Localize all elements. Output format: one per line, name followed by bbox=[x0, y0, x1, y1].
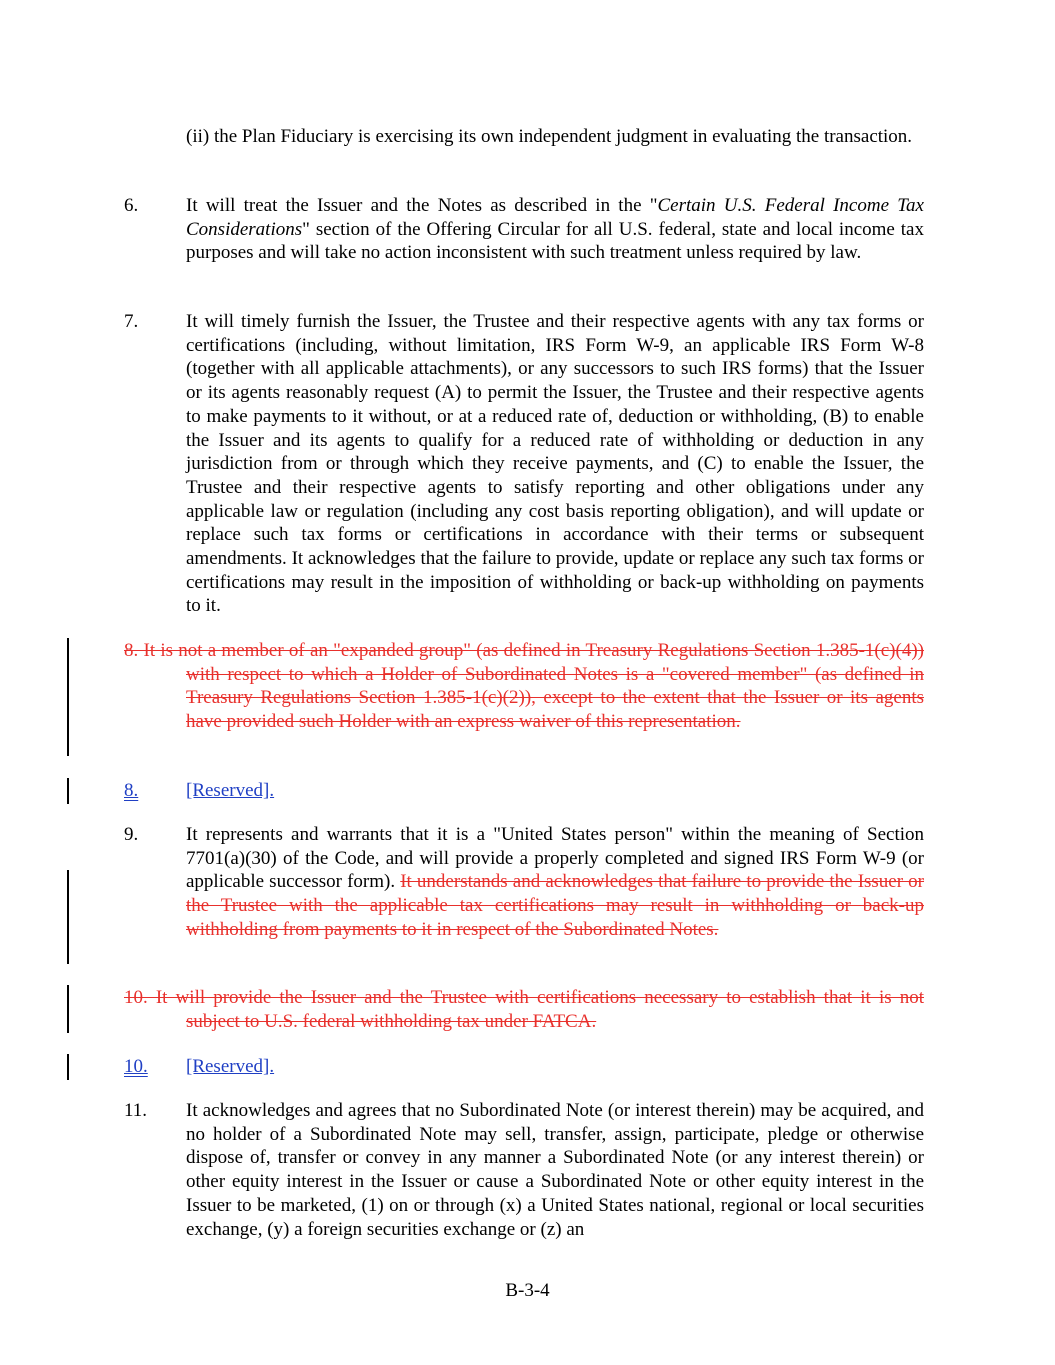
item-number: 7. bbox=[124, 311, 139, 332]
item-number: 8. bbox=[124, 780, 139, 801]
change-bar bbox=[67, 778, 69, 804]
paragraph-5-continuation: (ii) the Plan Fiduciary is exercising its own independent judgment in evaluating the transaction. bbox=[186, 126, 913, 147]
change-bar bbox=[67, 870, 69, 964]
paragraph-11: 11. It acknowledges and agrees that no Subordinated Note (or interest therein) may be acquired, and no holder of a Subordinated Note may sell, transfer, assign, participate, pledge or otherwise dispose of, transfer or convey in any manner a Subordinated Note (or any interest therein) or other equity interest in the Issuer or cause a Subordinated Note or other equity interest in the Issuer to be marketed, (1) on or through (x) a United States national, regional or local securities exchange, (y) a foreign securities exchange or (z) an bbox=[124, 1100, 924, 1240]
item-number: 10. bbox=[124, 1056, 148, 1077]
inserted-paragraph-10 bbox=[124, 1055, 924, 1079]
deleted-text: It understands and acknowledges that failure to provide the Issuer or the Trustee with the applicable tax certifications may result in withholding or back-up withholding from payments to it in respect of the Subordinated Notes. bbox=[186, 871, 925, 940]
paragraph-6: 6. It will treat the Issuer and the Notes as described in the "Certain U.S. Federal Income Tax Considerations" section of the Offering Circular for all U.S. federal, state and local income tax purposes and will take no action inconsistent with such treatment unless required by law. bbox=[124, 195, 924, 264]
deleted-paragraph-10: 10. It will provide the Issuer and the Trustee with certifications necessary to establish that it is not subject to U.S. federal withholding tax under FATCA. bbox=[124, 987, 924, 1032]
item-number: 11. bbox=[124, 1100, 148, 1121]
inserted-paragraph-8 bbox=[124, 779, 924, 803]
reserved-text: [Reserved]. bbox=[186, 780, 275, 801]
section-reference: Certain U.S. Federal Income Tax Considerations bbox=[186, 195, 924, 240]
item-number: 6. bbox=[124, 195, 139, 216]
change-bar bbox=[67, 638, 69, 756]
reserved-text: [Reserved]. bbox=[186, 1056, 275, 1077]
item-number: 9. bbox=[124, 824, 139, 845]
paragraph-7: 7. It will timely furnish the Issuer, the Trustee and their respective agents with any tax forms or certifications (including, without limitation, IRS Form W-9, an applicable IRS Form W-8 (together with all applicable attachments), or any successors to such IRS forms) that the Issuer or its agents reasonably request (A) to permit the Issuer, the Trustee and their respective agents to make payments to it without, or at a reduced rate of, deduction or withholding, (B) to enable the Issuer and its agents to qualify for a reduced rate of withholding or deduction in any jurisdiction from or through which they receive payments, and (C) to enable the Issuer, the Trustee and their respective agents to satisfy reporting and other obligations under any applicable law or regulation (including any cost basis reporting obligation), and will update or replace such tax forms or certifications in accordance with their terms or subsequent amendments. It acknowledges that the failure to provide, update or replace any such tax forms or certifications may result in the imposition of withholding or back-up withholding on payments to it. bbox=[124, 311, 924, 617]
change-bar bbox=[67, 985, 69, 1033]
change-bar bbox=[67, 1054, 69, 1080]
deleted-paragraph-8: 8. It is not a member of an "expanded group" (as defined in Treasury Regulations Section 1.385-1(c)(4)) with respect to which a Holder of Subordinated Notes is a "covered member" (as defined in Treasury Regulations Section 1.385-1(c)(2)), except to the extent that the Issuer or its agents have provided such Holder with an express waiver of this representation. bbox=[124, 640, 924, 733]
page-number: B-3-4 bbox=[505, 1280, 550, 1301]
paragraph-9: 9. It represents and warrants that it is a "United States person" within the meaning of Section 7701(a)(30) of the Code, and will provide a properly completed and signed IRS Form W-9 (or applicable successor form). It understands and acknowledges that failure to provide the Issuer or the Trustee with the applicable tax certifications may result in withholding or back-up withholding from payments to it in respect of the Subordinated Notes. bbox=[124, 824, 925, 940]
